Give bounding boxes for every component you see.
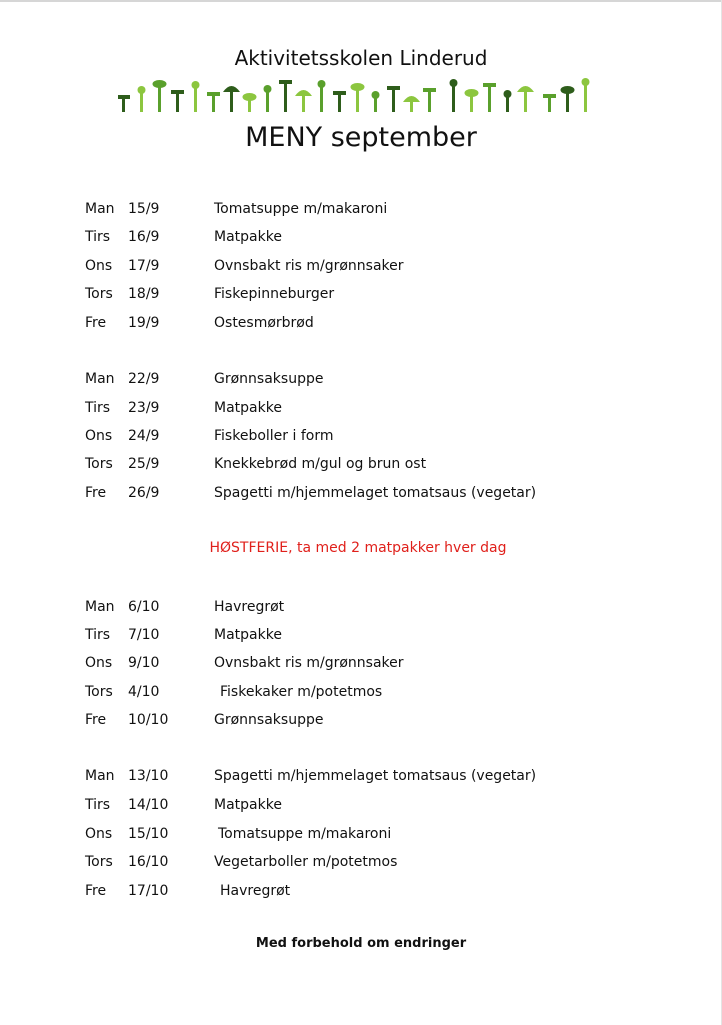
menu-date: 24/9 [128,428,160,444]
plant-head [192,81,200,89]
menu-date: 10/10 [128,712,169,728]
plant-banner-decoration [118,78,604,112]
plant-head [483,83,496,87]
plant-head [295,90,312,96]
autumn-break-notice: HØSTFERIE, ta med 2 matpakker hver dag [209,540,507,556]
plant-stem [548,97,551,112]
plant-head [279,80,292,84]
menu-day: Tors [85,456,113,472]
menu-date: 16/9 [128,229,160,245]
menu-day: Man [85,768,115,784]
menu-dish: Tomatsuppe m/makaroni [218,826,392,842]
menu-dish: Fiskeboller i form [214,428,334,444]
menu-dish: Ovnsbakt ris m/grønnsaker [214,655,404,671]
menu-date: 15/10 [128,826,169,842]
menu-dish: Vegetarboller m/potetmos [214,854,398,870]
menu-title: MENY september [245,122,477,153]
plant-stem [194,86,197,112]
school-name: Aktivitetsskolen Linderud [234,46,488,70]
plant-stem [488,86,491,112]
menu-date: 4/10 [128,684,160,700]
menu-day: Ons [85,428,113,444]
menu-date: 19/9 [128,315,160,331]
plant-head [138,86,146,94]
menu-date: 17/9 [128,258,160,274]
plant-head [423,88,436,92]
plant-head [223,86,240,92]
menu-day: Fre [85,883,107,899]
plant-head [333,91,346,95]
plant-stem [320,85,323,112]
plant-head [561,86,575,94]
plant-stem [392,89,395,112]
menu-dish: Havregrøt [220,883,291,899]
menu-day: Ons [85,258,113,274]
menu-day: Tors [85,684,113,700]
menu-date: 22/9 [128,371,160,387]
plant-head [372,91,380,99]
menu-day: Fre [85,315,107,331]
plant-head [264,85,272,93]
menu-day: Tirs [85,627,111,643]
plant-stem [284,83,287,112]
plant-head [543,94,556,98]
plant-head [403,96,420,102]
menu-date: 9/10 [128,655,160,671]
plant-head [243,93,257,101]
menu-day: Tirs [85,400,111,416]
plant-stem [266,90,269,112]
menu-day: Man [85,201,115,217]
menu-date: 25/9 [128,456,160,472]
plant-head [387,86,400,90]
plant-head [171,90,184,94]
menu-dish: Matpakke [214,627,282,643]
plant-head [517,86,534,92]
disclaimer-footer: Med forbehold om endringer [255,936,467,951]
menu-dish: Grønnsaksuppe [214,371,324,387]
menu-dish: Knekkebrød m/gul og brun ost [214,456,427,472]
menu-dish: Fiskekaker m/potetmos [220,684,383,700]
plant-head [582,78,590,86]
menu-date: 18/9 [128,286,160,302]
menu-date: 23/9 [128,400,160,416]
menu-day: Fre [85,712,107,728]
menu-date: 15/9 [128,201,160,217]
menu-dish: Spagetti m/hjemmelaget tomatsaus (vegetar) [214,768,537,784]
menu-dish: Tomatsuppe m/makaroni [214,201,388,217]
menu-dish: Spagetti m/hjemmelaget tomatsaus (vegetar) [214,485,537,501]
menu-day: Man [85,371,115,387]
plant-stem [212,95,215,112]
menu-date: 14/10 [128,797,169,813]
plant-stem [338,94,341,112]
menu-day: Man [85,599,115,615]
plant-head [504,90,512,98]
plant-stem [176,93,179,112]
plant-head [118,95,130,99]
menu-day: Tors [85,286,113,302]
plant-head [207,92,220,96]
menu-dish: Havregrøt [214,599,285,615]
menu-date: 7/10 [128,627,160,643]
menu-day: Tirs [85,229,111,245]
plant-head [465,89,479,97]
top-border [0,0,722,2]
menu-day: Fre [85,485,107,501]
menu-dish: Grønnsaksuppe [214,712,324,728]
plant-stem [584,83,587,112]
menu-date: 16/10 [128,854,169,870]
menu-dish: Ovnsbakt ris m/grønnsaker [214,258,404,274]
plant-stem [452,84,455,112]
menu-dish: Matpakke [214,229,282,245]
plant-stem [122,98,125,112]
menu-dish: Matpakke [214,400,282,416]
menu-date: 26/9 [128,485,160,501]
menu-dish: Matpakke [214,797,282,813]
plant-head [351,83,365,91]
menu-dish: Ostesmørbrød [214,315,314,331]
plant-stem [428,91,431,112]
menu-date: 17/10 [128,883,169,899]
menu-date: 13/10 [128,768,169,784]
menu-dish: Fiskepinneburger [214,286,335,302]
menu-day: Tirs [85,797,111,813]
plant-head [450,79,458,87]
menu-day: Ons [85,826,113,842]
menu-day: Tors [85,854,113,870]
menu-date: 6/10 [128,599,160,615]
menu-day: Ons [85,655,113,671]
plant-stem [158,84,161,112]
plant-stem [140,91,143,112]
plant-head [153,80,167,88]
plant-head [318,80,326,88]
